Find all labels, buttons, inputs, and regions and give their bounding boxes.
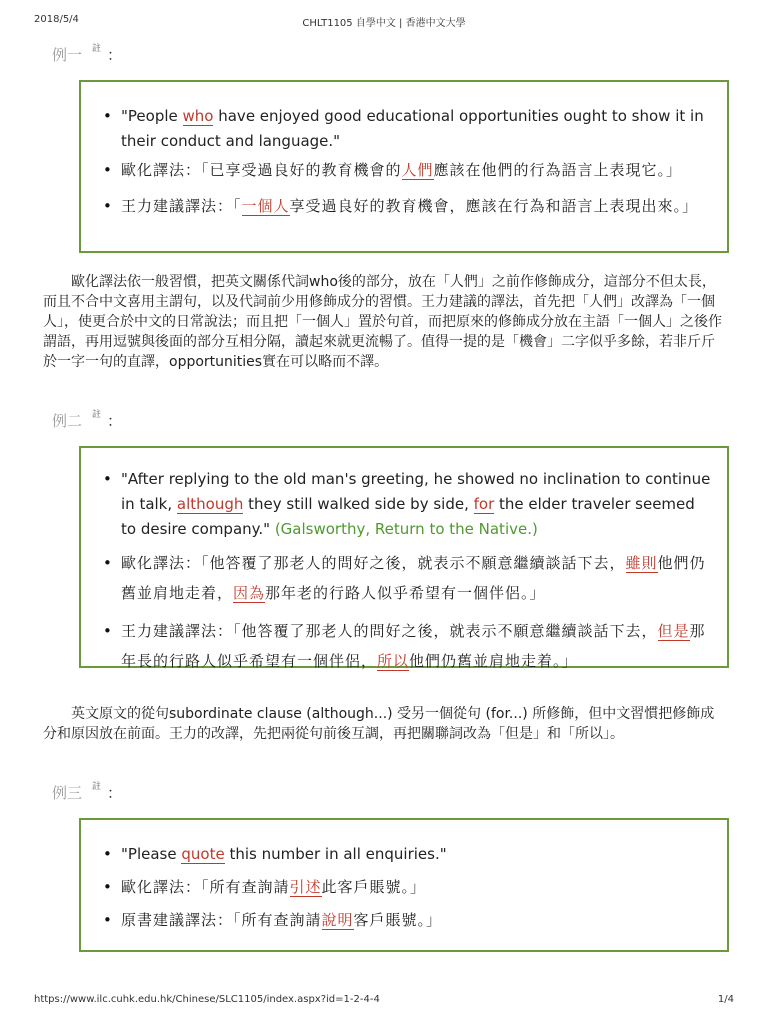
- print-date: 2018/5/4: [34, 14, 79, 25]
- text: 歐化譯法：「已享受過良好的教育機會的: [121, 161, 402, 179]
- example-2-box: [79, 446, 729, 668]
- page-number: 1/4: [717, 994, 734, 1005]
- text: 王力建議譯法：「: [121, 197, 242, 215]
- highlight-who: who: [182, 107, 214, 125]
- text: have enjoyed good educational opportunities ought to show it in their conduct and language.": [121, 107, 704, 150]
- text: this number in all enquiries.": [224, 845, 447, 863]
- text: "People: [121, 107, 183, 125]
- page-url[interactable]: https://www.ilc.cuhk.edu.hk/Chinese/SLC1105/index.aspx?id=1-2-4-4: [34, 994, 380, 1005]
- example-3-english: [121, 842, 727, 867]
- explanation-paragraph-2: 英文原文的從句subordinate clause (although...) 受另一個從句 (for...) 所修飾，但中文習慣把修飾成分和原因放在前面。王力的改譯，先把兩從句前後互調，再把關聯詞改為「但是」和「所以」。: [43, 706, 715, 742]
- text: 享受過良好的教育機會，應該在行為和語言上表現出來。」: [289, 197, 699, 215]
- highlight-yinshu: 引述: [289, 878, 322, 896]
- example-1-title: 例一: [52, 46, 83, 64]
- note-link-3[interactable]: 註: [92, 782, 102, 792]
- text: 那年老的行路人似乎希望有一個伴侶。」: [265, 584, 546, 602]
- example-1-euro: [121, 158, 727, 183]
- example-2-english: [121, 467, 727, 542]
- highlight-for: for: [473, 495, 495, 513]
- highlight-suize: 雖則: [625, 554, 658, 572]
- example-3-book: [121, 908, 727, 933]
- text: 他們仍舊並肩地走着，: [121, 554, 706, 602]
- explanation-paragraph-1: 歐化譯法依一般習慣，把英文關係代詞who後的部分，放在「人們」之前作修飾成分，這部分不但太長，而且不合中文喜用主謂句，以及代詞前少用修飾成分的習慣。王力建議的譯法，首先把「人們」改譯為「一個人」，使更合於中文的日常說法；而且把「一個人」置於句首，而把原來的修飾成分放在主語「一個人」之後作謂語，再用逗號與後面的部分互相分隔，讀起來就更流暢了。值得一提的是「機會」二字似乎多餘，若非斤斤於一字一句的直譯，opportunities實在可以略而不譯。: [43, 274, 722, 370]
- text: 應該在他們的行為語言上表現它。」: [433, 161, 683, 179]
- text: 那年長的行路人似乎希望有一個伴侶，: [121, 622, 706, 670]
- note-link-2[interactable]: 註: [92, 410, 102, 420]
- example-1-english: [121, 104, 727, 154]
- example-1-box: [79, 80, 729, 253]
- highlight-renmen: 人們: [401, 161, 434, 179]
- source-citation: (Galsworthy, Return to the Native.): [270, 520, 538, 538]
- example-3-colon: ：: [107, 784, 123, 802]
- highlight-suoyi: 所以: [377, 652, 410, 670]
- highlight-quote: quote: [181, 845, 225, 863]
- example-1-label: [52, 44, 122, 65]
- example-3-euro: [121, 875, 727, 900]
- example-1-colon: ：: [107, 46, 123, 64]
- text: 原書建議譯法：「所有查詢請: [121, 911, 322, 929]
- text: 客戶賬號。」: [353, 911, 443, 929]
- example-2-colon: ：: [107, 412, 123, 430]
- highlight-danshi: 但是: [657, 622, 690, 640]
- example-1-wang: [121, 193, 727, 219]
- example-3-title: 例三: [52, 784, 83, 802]
- text: 此客戶賬號。」: [321, 878, 427, 896]
- example-2-title: 例二: [52, 412, 83, 430]
- highlight-yinwei: 因為: [233, 584, 266, 602]
- text: the elder traveler seemed to desire company.": [121, 495, 695, 538]
- highlight-shuoming: 說明: [321, 911, 354, 929]
- text: 王力建議譯法：「他答覆了那老人的問好之後，就表示不願意繼續談話下去，: [121, 622, 658, 640]
- highlight-yigeren: 一個人: [241, 197, 290, 215]
- text: "Please: [121, 845, 182, 863]
- text: they still walked side by side,: [243, 495, 474, 513]
- page-title: CHLT1105 自學中文 | 香港中文大學: [302, 18, 466, 29]
- highlight-although: although: [176, 495, 244, 513]
- text: 歐化譯法：「他答覆了那老人的問好之後，就表示不願意繼續談話下去，: [121, 554, 626, 572]
- example-2-euro: [121, 548, 727, 608]
- example-3-label: [52, 782, 122, 803]
- note-link-1[interactable]: 註: [92, 44, 102, 54]
- text: 他們仍舊並肩地走着。」: [409, 652, 578, 670]
- example-2-wang: [121, 616, 727, 676]
- text: "After replying to the old man's greeting, he showed no inclination to continue in talk,: [121, 470, 711, 513]
- example-3-box: [79, 818, 729, 952]
- example-2-label: [52, 410, 122, 431]
- text: 歐化譯法：「所有查詢請: [121, 878, 290, 896]
